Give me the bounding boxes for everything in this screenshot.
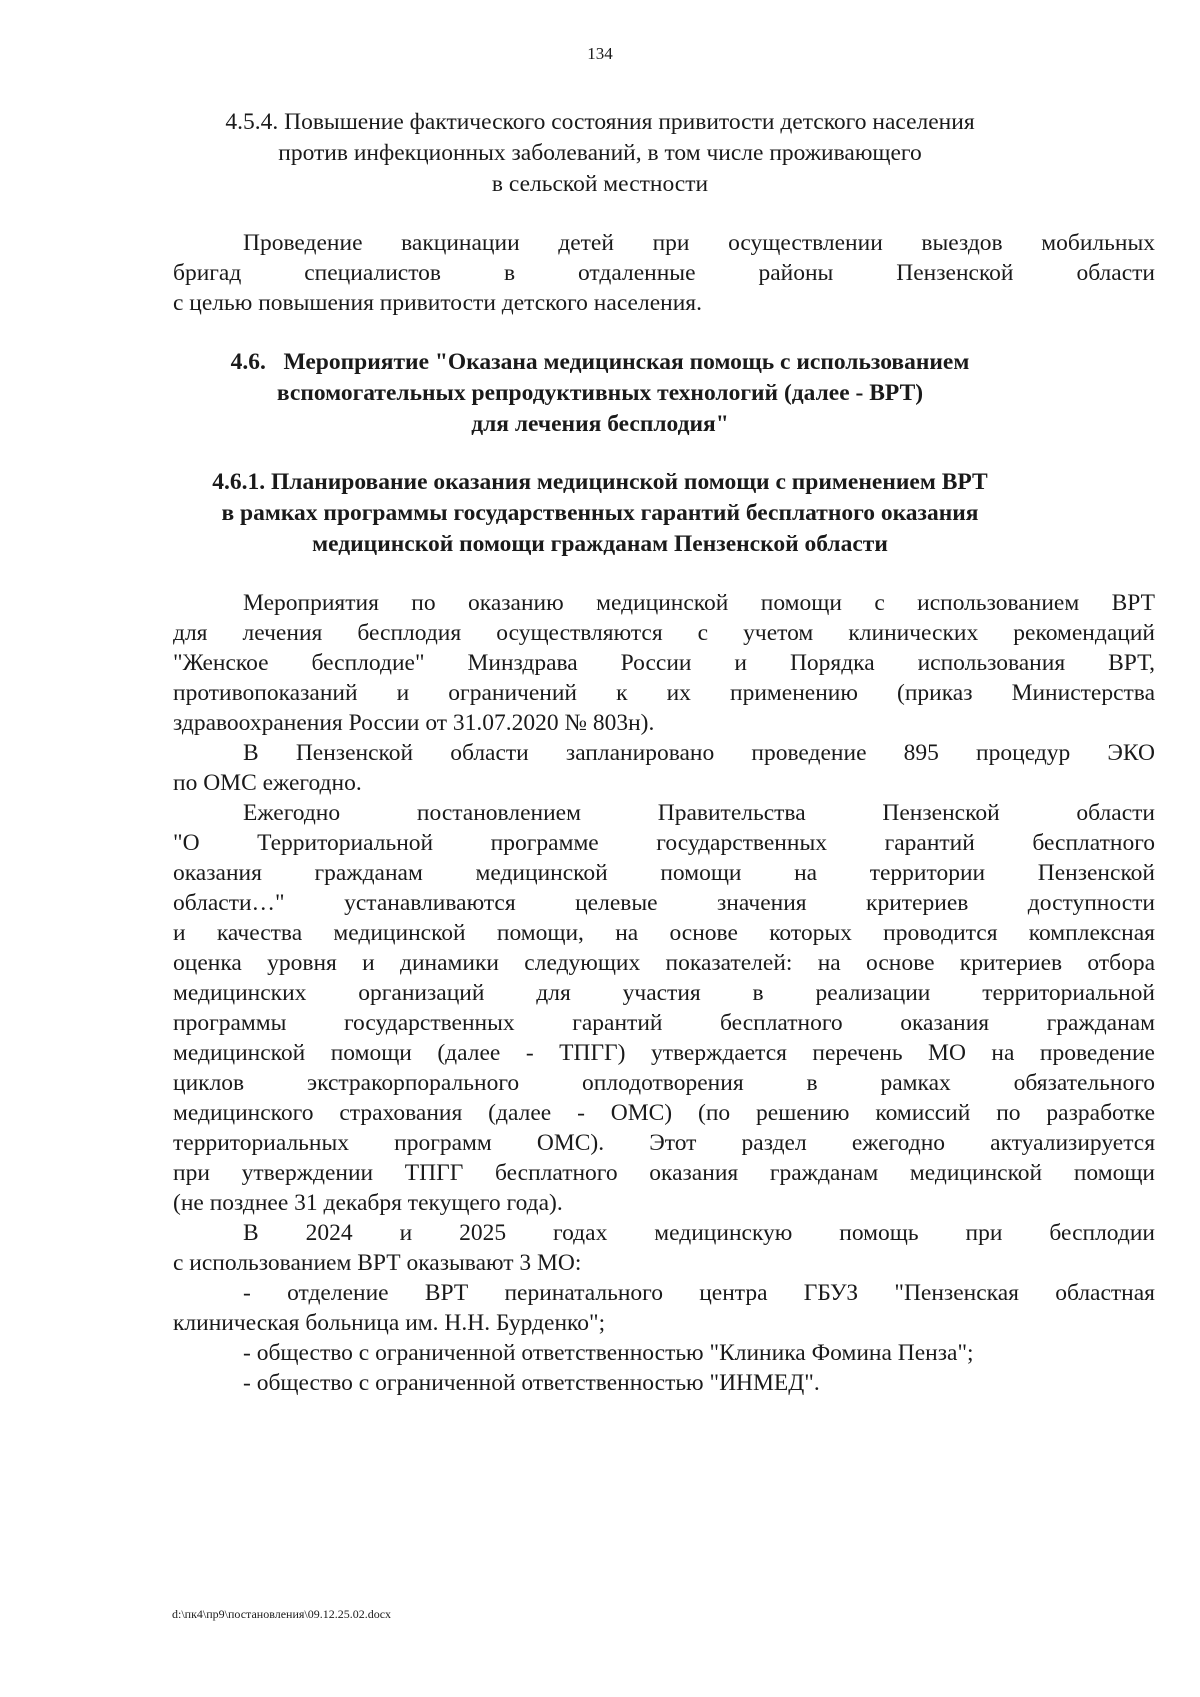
body-line-19: территориальных программ ОМС). Этот раздел ежегодно актуализируется	[173, 1130, 1155, 1156]
heading-4-6-1-line-2: в рамках программы государственных гарантий бесплатного оказания	[221, 500, 979, 526]
list-item-1-line-2: клиническая больница им. Н.Н. Бурденко";	[173, 1310, 606, 1336]
body-line-2: для лечения бесплодия осуществляются с учетом клинических рекомендаций	[173, 620, 1155, 646]
body-line-5: здравоохранения России от 31.07.2020 № 803н).	[173, 710, 655, 736]
body-line-9: "О Территориальной программе государственных гарантий бесплатного	[173, 830, 1155, 856]
body-line-17: циклов экстракорпорального оплодотворения в рамках обязательного	[173, 1070, 1155, 1096]
heading-4-6-1-line-3: медицинской помощи гражданам Пензенской области	[312, 531, 888, 557]
heading-4-5-4-line-3: в сельской местности	[491, 171, 709, 197]
body-line-6: В Пензенской области запланировано проведение 895 процедур ЭКО	[243, 740, 1155, 766]
body-line-12: и качества медицинской помощи, на основе которых проводится комплексная	[173, 920, 1155, 946]
heading-4-6-line-2: вспомогательных репродуктивных технологий (далее - ВРТ)	[276, 380, 924, 406]
heading-4-5-4-line-1: 4.5.4. Повышение фактического состояния привитости детского населения	[225, 109, 975, 135]
footer-file-path: d:\пк4\пр9\постановления\09.12.25.02.docx	[172, 1607, 392, 1621]
heading-4-5-4-line-2: против инфекционных заболеваний, в том числе проживающего	[278, 140, 922, 166]
body-line-7: по ОМС ежегодно.	[173, 770, 362, 796]
body-line-23: с использованием ВРТ оказывают 3 МО:	[173, 1250, 582, 1276]
vaccination-paragraph-line-1: Проведение вакцинации детей при осуществлении выездов мобильных	[243, 230, 1155, 256]
heading-4-6-line-1: 4.6. Мероприятие "Оказана медицинская помощь с использованием	[230, 349, 970, 375]
page-number: 134	[587, 44, 613, 63]
body-line-20: при утверждении ТПГГ бесплатного оказания гражданам медицинской помощи	[173, 1160, 1155, 1186]
body-line-18: медицинского страхования (далее - ОМС) (по решению комиссий по разработке	[173, 1100, 1155, 1126]
list-item-3: - общество с ограниченной ответственностью "ИНМЕД".	[243, 1370, 820, 1396]
body-line-13: оценка уровня и динамики следующих показателей: на основе критериев отбора	[173, 950, 1155, 976]
body-line-15: программы государственных гарантий бесплатного оказания гражданам	[173, 1010, 1155, 1036]
body-line-10: оказания гражданам медицинской помощи на территории Пензенской	[173, 860, 1155, 886]
list-item-2: - общество с ограниченной ответственностью "Клиника Фомина Пенза";	[243, 1340, 974, 1366]
heading-4-6-1-line-1: 4.6.1. Планирование оказания медицинской помощи с применением ВРТ	[212, 469, 988, 495]
body-line-14: медицинских организаций для участия в реализации территориальной	[173, 980, 1155, 1006]
body-line-3: "Женское бесплодие" Минздрава России и Порядка использования ВРТ,	[173, 650, 1155, 676]
body-line-21: (не позднее 31 декабря текущего года).	[173, 1190, 563, 1216]
body-line-4: противопоказаний и ограничений к их применению (приказ Министерства	[173, 680, 1155, 706]
body-line-22: В 2024 и 2025 годах медицинскую помощь при бесплодии	[243, 1220, 1155, 1246]
vaccination-paragraph-line-3: с целью повышения привитости детского населения.	[173, 290, 702, 316]
body-line-1: Мероприятия по оказанию медицинской помощи с использованием ВРТ	[243, 590, 1155, 616]
heading-4-6-line-3: для лечения бесплодия"	[471, 411, 729, 437]
list-item-1-line-1: - отделение ВРТ перинатального центра ГБУЗ "Пензенская областная	[243, 1280, 1155, 1306]
body-line-8: Ежегодно постановлением Правительства Пензенской области	[243, 800, 1155, 826]
vaccination-paragraph-line-2: бригад специалистов в отдаленные районы Пензенской области	[173, 260, 1155, 286]
body-line-11: области…" устанавливаются целевые значения критериев доступности	[173, 890, 1155, 916]
body-line-16: медицинской помощи (далее - ТПГГ) утверждается перечень МО на проведение	[173, 1040, 1155, 1066]
